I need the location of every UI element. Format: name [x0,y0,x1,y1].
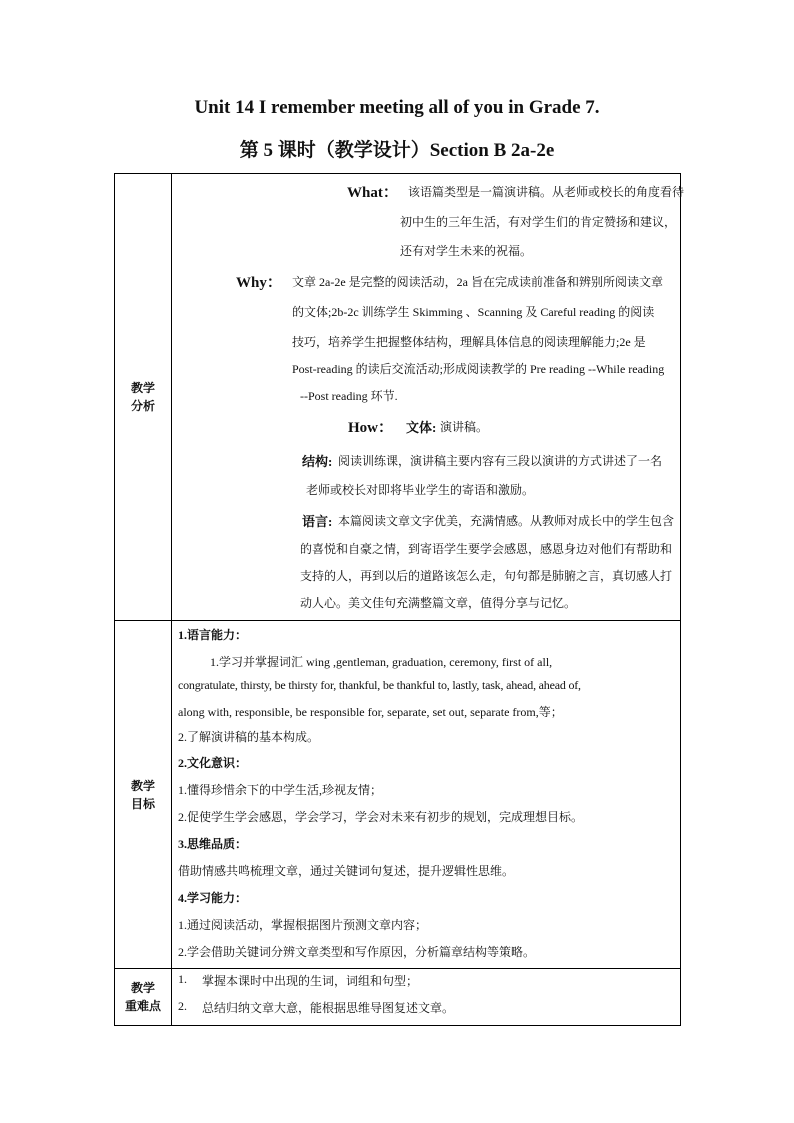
document-title: Unit 14 I remember meeting all of you in Grade 7. [194,97,600,118]
structure-label: 结构: [302,454,333,469]
why-label: Why： [236,275,282,291]
structure-line-1: 阅读训练课，演讲稿主要内容有三段以演讲的方式讲述了一名 [338,454,663,468]
analysis-row [115,174,681,621]
what-line-3: 还有对学生未来的祝福。 [400,244,533,258]
how-label: How： [348,420,394,436]
analysis-label-2: 分析 [130,399,155,413]
why-line-3: 技巧，培养学生把握整体结构，理解具体信息的阅读理解能力;2e 是 [292,335,646,349]
keypoints-row [115,969,681,1026]
structure-line-2: 老师或校长对即将毕业学生的寄语和激励。 [306,483,535,497]
what-line-1: 该语篇类型是一篇演讲稿。从老师或校长的角度看待 [408,185,685,199]
goals-s1-line-2: congratulate, thirsty, be thirsty for, thankful, be thankful to, lastly, task, ahead, ahead of, [178,678,581,692]
what-line-2: 初中生的三年生活，有对学生们的肯定赞扬和建议， [400,215,677,229]
analysis-content-cell [172,174,685,621]
keypoints-label-1: 教学 [130,981,155,995]
goals-s1-title: 1.语言能力： [178,628,248,642]
keypoints-label-cell [115,969,172,1026]
goals-s2-line-1: 1.懂得珍惜余下的中学生活,珍视友情； [178,783,383,797]
how-genre: 演讲稿。 [440,420,489,434]
goals-row [115,621,681,969]
goals-s2-line-2: 2.促使学生学会感恩，学会学习，学会对未来有初步的规划，完成理想目标。 [178,810,584,824]
goals-s1-line-3: along with, responsible, be responsible for, separate, set out, separate from,等； [178,705,563,719]
language-line-4: 动人心。美文佳句充满整篇文章，值得分享与记忆。 [300,596,577,610]
goals-label-cell [115,621,172,969]
analysis-label-1: 教学 [130,381,155,395]
goals-label-1: 教学 [130,778,155,793]
goals-s3-line-1: 借助情感共鸣梳理文章，通过关键词句复述，提升逻辑性思维。 [178,864,515,878]
goals-s3-title: 3.思维品质： [178,837,248,851]
language-label: 语言: [302,514,333,529]
keypoint-num-1: 1. [178,972,187,986]
language-line-2: 的喜悦和自豪之情，到寄语学生要学会感恩，感恩身边对他们有帮助和 [300,542,673,556]
keypoints-label-2: 重难点 [124,999,161,1013]
document-subtitle: 第 5 课时（教学设计）Section B 2a-2e [239,140,555,161]
how-genre-label: 文体: [406,420,437,435]
why-line-2: 的文体;2b-2c 训练学生 Skimming 、Scanning 及 Careful reading 的阅读 [292,305,655,319]
what-label: What： [347,185,398,201]
analysis-label-cell [115,174,172,621]
why-line-5: --Post reading 环节. [300,389,398,403]
goals-s1-line-1: 1.学习并掌握词汇 wing ,gentleman, graduation, ceremony, first of all, [210,655,553,669]
goals-s4-title: 4.学习能力： [178,891,248,905]
goals-content-cell [172,621,681,969]
why-line-4: Post-reading 的读后交流活动;形成阅读教学的 Pre reading --While reading [292,362,665,376]
goals-label-2: 目标 [130,796,155,811]
goals-s4-line-2: 2.学会借助关键词分辨文章类型和写作原因，分析篇章结构等策略。 [178,945,536,959]
keypoint-text-1: 掌握本课时中出现的生词，词组和句型； [202,974,419,988]
language-line-3: 支持的人，再到以后的道路该怎么走，句句都是肺腑之言，真切感人打 [300,569,673,583]
keypoint-text-2: 总结归纳文章大意，能根据思维导图复述文章。 [202,1001,455,1015]
lesson-plan-table [114,173,685,1026]
goals-s1-line-4: 2.了解演讲稿的基本构成。 [178,730,320,744]
why-line-1: 文章 2a-2e 是完整的阅读活动，2a 旨在完成读前准备和辨别所阅读文章 [292,275,663,289]
keypoints-content-cell [172,969,681,1026]
goals-s2-title: 2.文化意识： [178,756,248,770]
keypoint-num-2: 2. [178,999,187,1013]
goals-s4-line-1: 1.通过阅读活动，掌握根据图片预测文章内容； [178,918,428,932]
language-line-1: 本篇阅读文章文字优美，充满情感。从教师对成长中的学生包含 [338,514,675,528]
